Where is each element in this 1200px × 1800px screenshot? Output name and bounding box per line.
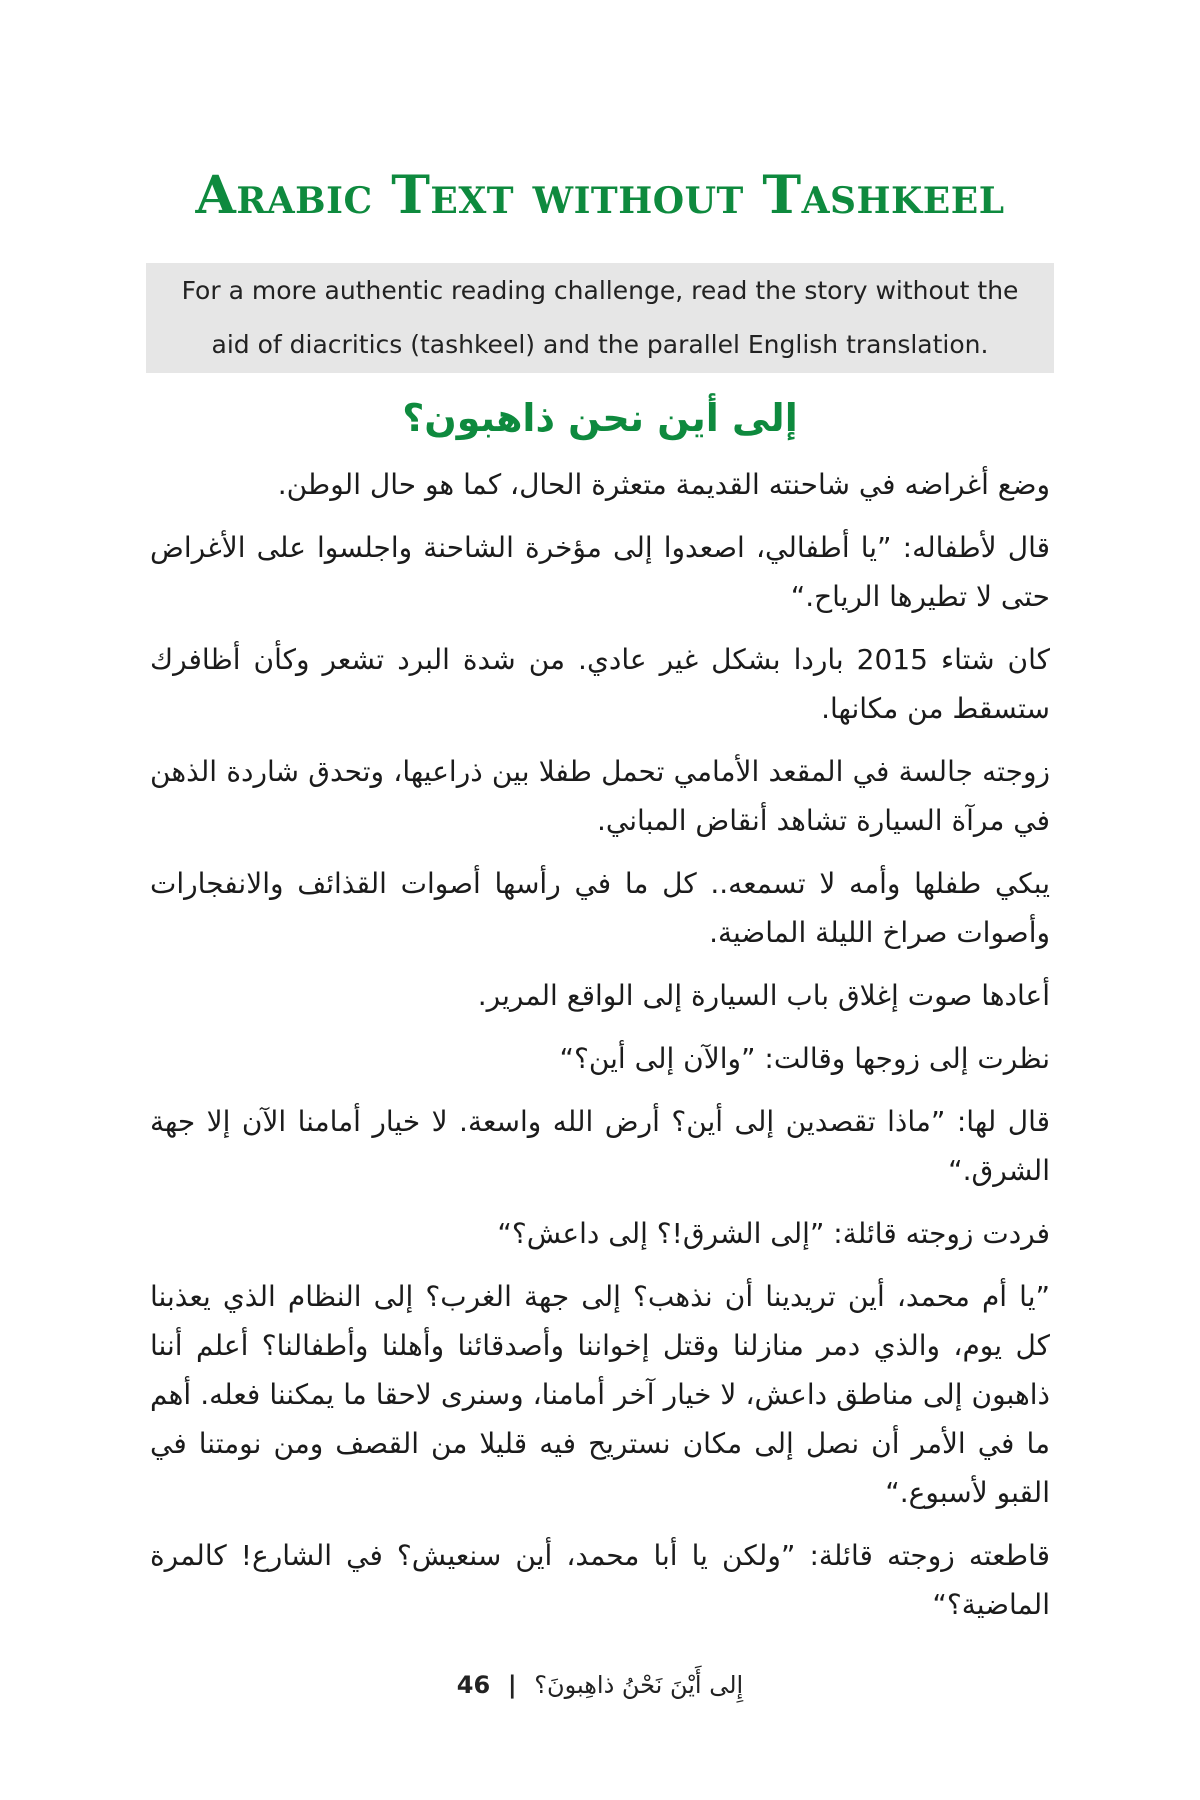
- page-footer: [0, 1665, 1200, 1705]
- story-paragraph: فردت زوجته قائلة: ”إلى الشرق!؟ إلى داعش؟“: [497, 1217, 1050, 1250]
- story-paragraph: قال لها: ”ماذا تقصدين إلى أين؟ أرض الله واسعة. لا خيار أمامنا الآن إلا جهة الشرق.“: [150, 1105, 1050, 1187]
- running-title: إِلى أَيْنَ نَحْنُ ذاهِبونَ؟: [534, 1671, 744, 1699]
- story-paragraph: كان شتاء 2015 باردا بشكل غير عادي. من شدة البرد تشعر وكأن أظافرك ستسقط من مكانها.: [150, 643, 1050, 725]
- footer-separator: |: [507, 1671, 517, 1699]
- story-paragraph: يبكي طفلها وأمه لا تسمعه.. كل ما في رأسها أصوات القذائف والانفجارات وأصوات صراخ الليلة الماضية.: [150, 867, 1050, 949]
- page-number: 46: [456, 1671, 491, 1699]
- story-paragraph: وضع أغراضه في شاحنته القديمة متعثرة الحال، كما هو حال الوطن.: [277, 468, 1050, 501]
- story-body: [150, 460, 1050, 1643]
- intro-text: For a more authentic reading challenge, read the story without the aid of diacritics (tashkeel) and the parallel English translation.: [181, 276, 1019, 359]
- intro-box: [146, 263, 1054, 373]
- story-paragraph: أعادها صوت إغلاق باب السيارة إلى الواقع المرير.: [477, 979, 1050, 1012]
- story-paragraph: ”يا أم محمد، أين تريدينا أن نذهب؟ إلى جهة الغرب؟ إلى النظام الذي يعذبنا كل يوم، والذي دمر منازلنا وقتل إخواننا وأصدقائنا وأهلنا وأطفالنا؟ أعلم أننا ذاهبون إلى مناطق داعش، لا خيار آخر أمامنا، وسنرى لاحقا ما يمكننا فعله. أهم ما في الأمر أن نصل إلى مكان نستريح فيه قليلا من القصف ومن نومتنا في القبو لأسبوع.“: [150, 1280, 1050, 1509]
- story-paragraph: قاطعته زوجته قائلة: ”ولكن يا أبا محمد، أين سنعيش؟ في الشارع! كالمرة الماضية؟“: [150, 1539, 1050, 1621]
- story-paragraph: زوجته جالسة في المقعد الأمامي تحمل طفلا بين ذراعيها، وتحدق شاردة الذهن في مرآة السيارة تشاهد أنقاض المباني.: [150, 755, 1050, 837]
- page-title: Arabic Text without Tashkeel: [195, 165, 1005, 226]
- story-paragraph: نظرت إلى زوجها وقالت: ”والآن إلى أين؟“: [559, 1042, 1050, 1075]
- story-title: إلى أين نحن ذاهبون؟: [402, 396, 798, 440]
- story-paragraph: قال لأطفاله: ”يا أطفالي، اصعدوا إلى مؤخرة الشاحنة واجلسوا على الأغراض حتى لا تطيرها الرياح.“: [150, 531, 1050, 613]
